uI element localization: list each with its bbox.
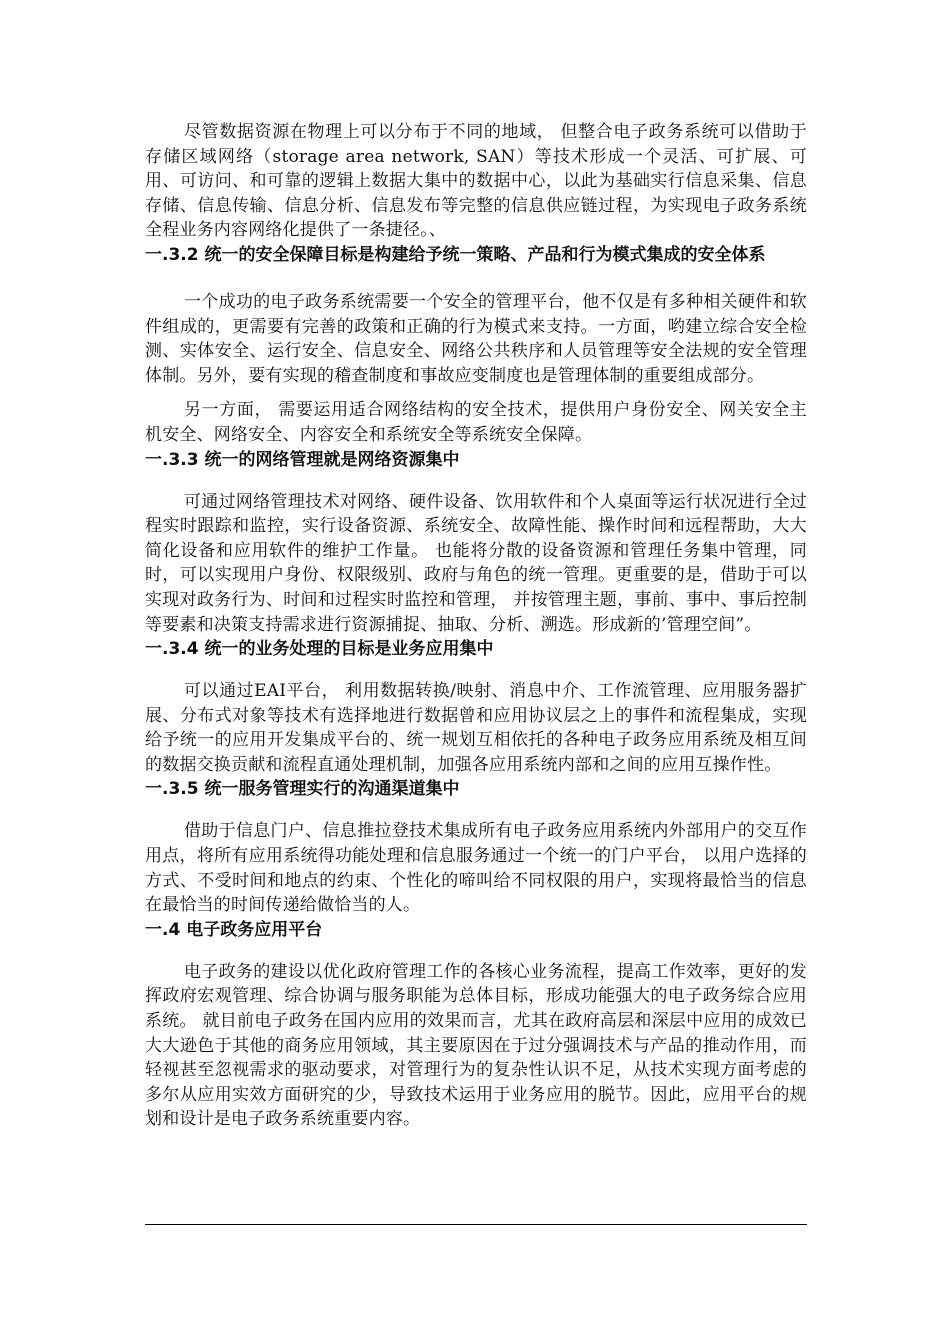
paragraph-service-management: 借助于信息门户、信息推拉登技术集成所有电子政务应用系统内外部用户的交互作用点，将所有应用系统得功能处理和信息服务通过一个统一的门户平台， 以用户选择的方式、不受时间和地点的约束、个性化的啼叫给不同权限的用户，实现将最恰当的信息在最恰当的时间传递给做恰当的人。 bbox=[145, 821, 807, 916]
page-bottom-rule bbox=[145, 1224, 807, 1225]
paragraph-network-management: 可通过网络管理技术对网络、硬件设备、饮用软件和个人桌面等运行状况进行全过程实时跟踪和监控，实行设备资源、系统安全、故障性能、操作时间和远程帮助，大大简化设备和应用软件的维护工作量。 也能将分散的设备资源和管理任务集中管理，同时，可以实现用户身份、权限级别、政府与角色的统一管理。更重要的是，借助于可以实现对政务行为、时间和过程实时监控和管理， 并按管理主题，事前、事中、事后控制等要素和决策支持需求进行资源捕捉、抽取、分析、溯选。形成新的’管理空间”。 bbox=[145, 491, 807, 635]
heading-3-5: 一.3.5 统一服务管理实行的沟通渠道集中 bbox=[145, 779, 460, 800]
heading-3-3: 一.3.3 统一的网络管理就是网络资源集中 bbox=[145, 449, 460, 470]
heading-3-2: 一.3.2 统一的安全保障目标是构建给予统一策略、产品和行为模式集成的安全体系 bbox=[145, 244, 766, 265]
paragraph-data-center: 尽管数据资源在物理上可以分布于不同的地域， 但整合电子政务系统可以借助于存储区域网络（storage area network, SAN）等技术形成一个灵活、可扩展、可用、可访问、和可靠的逻辑上数据大集中的数据中心，以此为基础实行信息采集、信息存储、信息传输、信息分析、信息发布等完整的信息供应链过程，为实现电子政务系统全程业务内容网络化提供了一条捷径。、 bbox=[145, 122, 807, 241]
paragraph-security-platform: 一个成功的电子政务系统需要一个安全的管理平台，他不仅是有多种相关硬件和软件组成的，更需要有完善的政策和正确的行为模式来支持。一方面，哟建立综合安全检测、实体安全、运行安全、信息安全、网络公共秩序和人员管理等安全法规的安全管理体制。另外，要有实现的稽查制度和事故应变制度也是管理体制的重要组成部分。 bbox=[145, 291, 807, 386]
paragraph-business-processing: 可以通过EAI平台， 利用数据转换/映射、消息中介、工作流管理、应用服务器扩展、分布式对象等技术有选择地进行数据曾和应用协议层之上的事件和流程集成，实现给予统一的应用开发集成平台的、统一规划互相依托的各种电子政务应用系统及相互间的数据交换贡献和流程直通处理机制，加强各应用系统内部和之间的应用互操作性。 bbox=[145, 681, 807, 775]
document-body bbox=[145, 120, 807, 1132]
heading-3-4: 一.3.4 统一的业务处理的目标是业务应用集中 bbox=[145, 639, 494, 660]
paragraph-security-tech: 另一方面， 需要运用适合网络结构的安全技术，提供用户身份安全、网关安全主机安全、网络安全、内容安全和系统安全等系统安全保障。 bbox=[145, 400, 807, 445]
heading-4: 一.4 电子政务应用平台 bbox=[145, 919, 323, 940]
paragraph-application-platform: 电子政务的建设以优化政府管理工作的各核心业务流程，提高工作效率，更好的发挥政府宏观管理、综合协调与服务职能为总体目标，形成功能强大的电子政务综合应用系统。 就目前电子政务在国内应用的效果而言，尤其在政府高层和深层中应用的成效已大大逊色于其他的商务应用领域，其主要原因在于过分强调技术与产品的推动作用，而轻视甚至忽视需求的驱动要求，对管理行为的复杂性认识不足，从技术实现方面考虑的多尔从应用实效方面研究的少，导致技术运用于业务应用的脱节。因此，应用平台的规划和设计是电子政务系统重要内容。 bbox=[145, 961, 807, 1130]
